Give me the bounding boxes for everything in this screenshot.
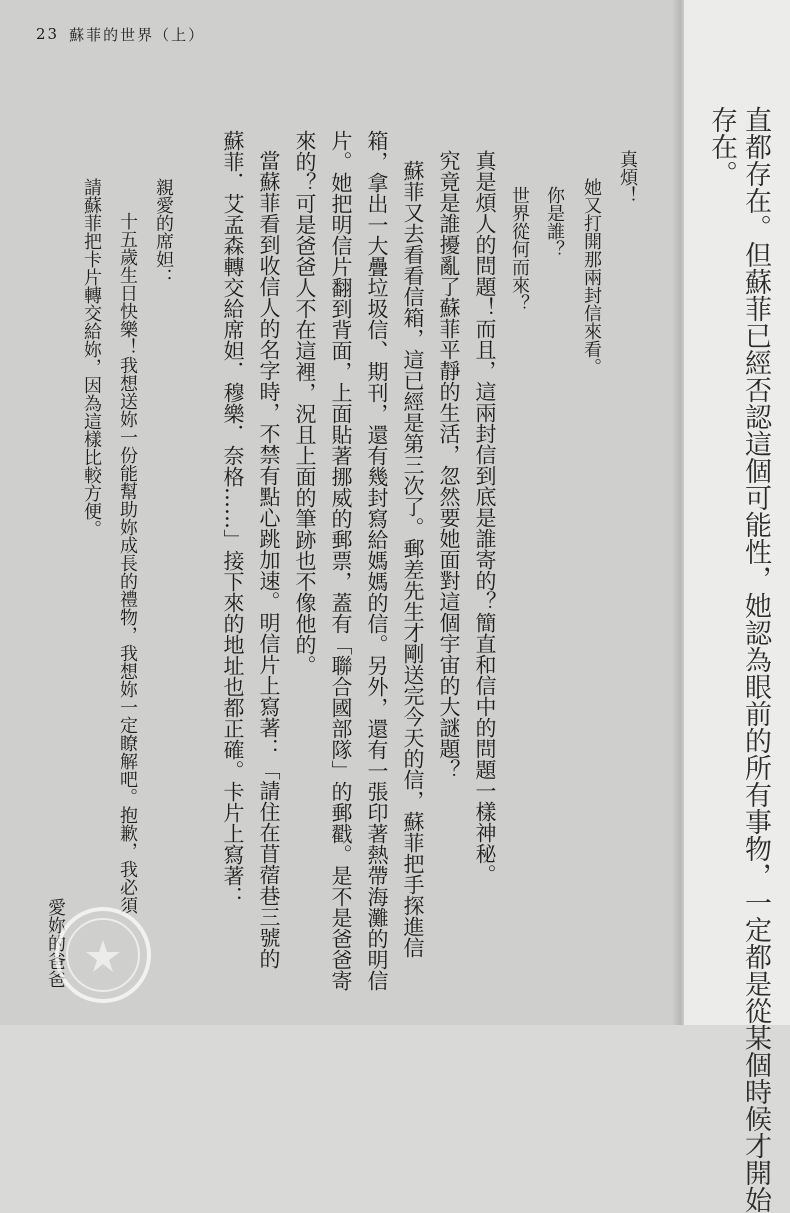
watermark-stamp — [48, 900, 158, 1010]
text-column: 直都存在。但蘇菲已經否認這個可能性，她認為眼前的所有事物，一定都是從某個時候才開始 — [740, 106, 771, 1213]
text-column: 親愛的席妲： — [153, 178, 174, 286]
text-column: 真煩！ — [617, 150, 638, 204]
text-column: 她又打開那兩封信來看。 — [581, 178, 602, 376]
text-column: 蘇菲．艾孟森轉交給席妲．穆樂．奈格……」接下來的地址也都正確。卡片上寫著： — [221, 130, 245, 907]
text-column: 請蘇菲把卡片轉交給妳，因為這樣比較方便。 — [81, 178, 102, 538]
text-column: 你是誰？ — [544, 186, 565, 258]
right-page — [684, 0, 790, 1213]
text-column: 蘇菲又去看看信箱，這已經是第三次了。郵差先生才剛送完今天的信，蘇菲把手探進信 — [401, 160, 425, 958]
signature-line: 愛妳的爸爸 — [45, 898, 66, 988]
text-column: 存在。 — [706, 106, 737, 187]
text-column: 當蘇菲看到收信人的名字時，不禁有點心跳加速。明信片上寫著：「請住在苜蓿巷三號的 — [257, 150, 281, 969]
running-head — [36, 24, 205, 44]
text-column: 箱，拿出一大疊垃圾信、期刊，還有幾封寫給媽媽的信。另外，還有一張印著熱帶海灘的明信 — [365, 130, 389, 991]
text-column: 究竟是誰擾亂了蘇菲平靜的生活，忽然要她面對這個宇宙的大謎題？ — [437, 150, 461, 780]
page-number: 23 — [36, 25, 60, 43]
text-column: 真是煩人的問題！而且，這兩封信到底是誰寄的？簡直和信中的問題一樣神秘。 — [473, 150, 497, 885]
text-column: 片。她把明信片翻到背面，上面貼著挪威的郵票，蓋有「聯合國部隊」的郵戳。是不是爸爸寄 — [329, 130, 353, 991]
text-column: 來的？可是爸爸人不在這裡，況且上面的筆跡也不像他的。 — [293, 130, 317, 676]
text-column: 十五歲生日快樂！我想送妳一份能幫助妳成長的禮物，我想妳一定瞭解吧。抱歉，我必須 — [117, 212, 138, 914]
book-title: 蘇菲的世界（上） — [69, 25, 206, 44]
text-column: 世界從何而來？ — [509, 186, 530, 312]
